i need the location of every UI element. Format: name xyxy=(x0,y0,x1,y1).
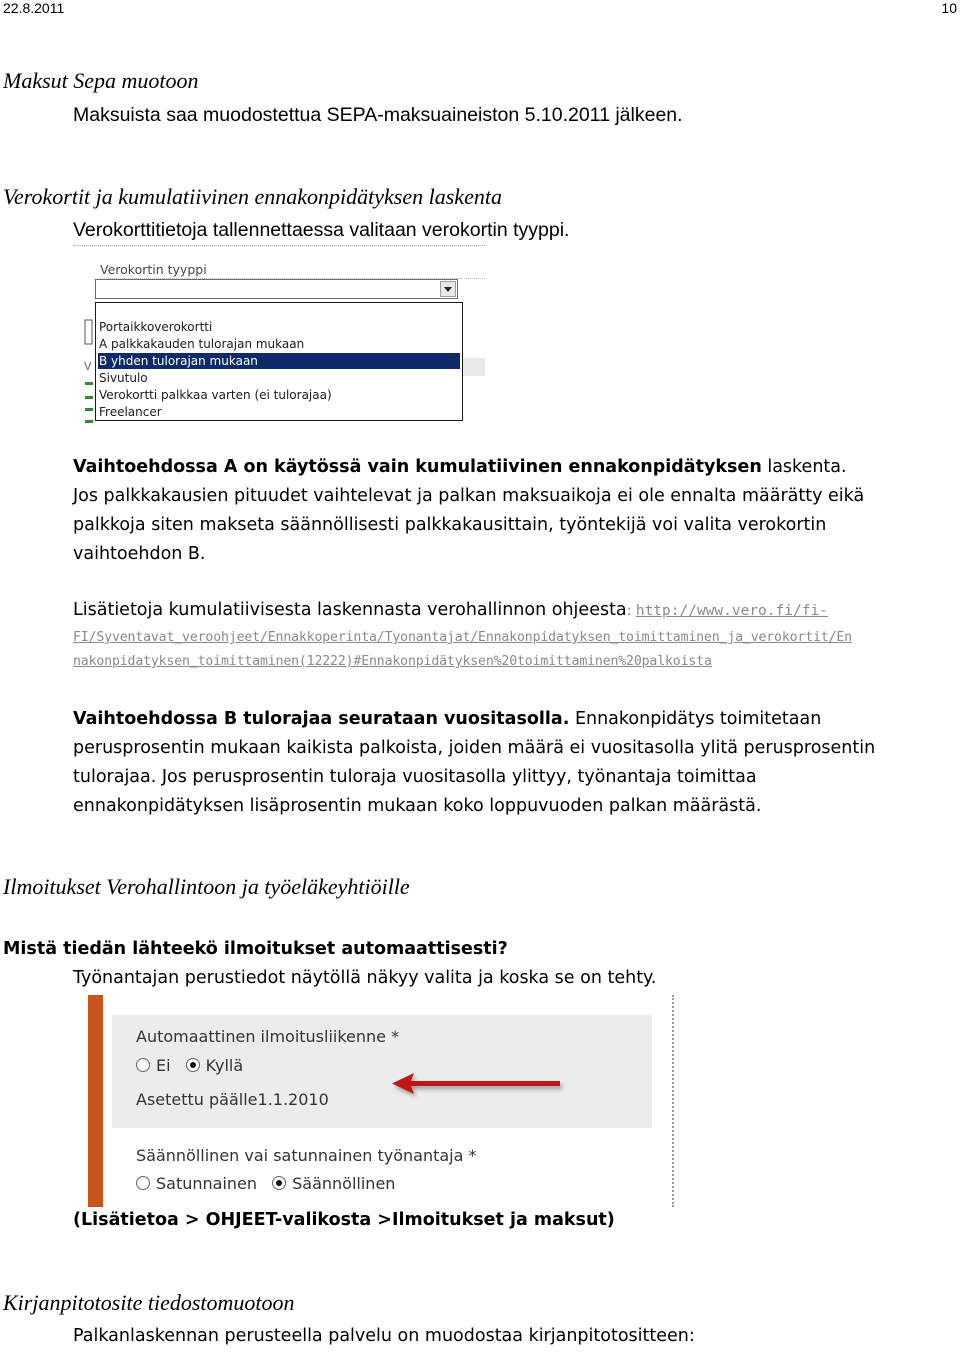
background-fragments xyxy=(84,316,94,426)
vero-link[interactable]: nakonpidatyksen_toimittaminen(12222)#Ennakonpidätyksen%20toimittaminen%20palkoista xyxy=(73,654,712,669)
verokortin-tyyppi-options xyxy=(95,302,463,421)
background-fragment xyxy=(463,358,485,376)
dropdown-screenshot xyxy=(84,258,486,428)
radio-saannollinen[interactable] xyxy=(272,1176,286,1190)
option-freelancer[interactable]: Freelancer xyxy=(99,405,162,419)
chevron-down-icon[interactable] xyxy=(440,281,456,297)
radio-satunnainen[interactable] xyxy=(136,1176,150,1190)
option-b-line: perusprosentin mukaan kaikista palkoista, joiden määrä ei vuositasolla ylitä perusprosentin xyxy=(73,738,876,758)
option-a-bold: Vaihtoehdossa A on käytössä vain kumulatiivinen ennakonpidätyksen xyxy=(73,457,762,477)
heading-kirjanpitotosite: Kirjanpitotosite tiedostomuotoon xyxy=(3,1290,295,1315)
verokortin-tyyppi-select[interactable] xyxy=(95,279,458,299)
radio-ei-label: Ei xyxy=(156,1056,171,1075)
option-a-line: Jos palkkakausien pituudet vaihtelevat ja palkan maksuaikoja ei ole ennalta määrätty eikä xyxy=(73,486,865,506)
option-b-line: tulorajaa. Jos perusprosentin tuloraja vuositasolla ylittyy, työnantaja toimittaa xyxy=(73,767,757,787)
auto-ilmoitus-label: Automaattinen ilmoitusliikenne * xyxy=(136,1027,400,1046)
svg-text:V: V xyxy=(84,360,92,373)
option-b-rest: Ennakonpidätys toimitetaan xyxy=(569,709,822,729)
verokortit-text: Verokorttitietoja tallennettaessa valitaan verokortin tyyppi. xyxy=(73,219,570,241)
header-date: 22.8.2011 xyxy=(3,0,65,16)
option-a-line: vaihtoehdon B. xyxy=(73,544,206,564)
heading-ilmoitukset: Ilmoitukset Verohallintoon ja työeläkeyhtiöille xyxy=(3,874,410,899)
heading-sepa: Maksut Sepa muotoon xyxy=(3,68,199,93)
tyonantaja-options xyxy=(136,1174,395,1193)
option-a-rest: laskenta. xyxy=(761,457,847,477)
auto-ilmoitus-options xyxy=(136,1056,243,1075)
radio-kylla-label: Kyllä xyxy=(205,1056,244,1075)
option-a-paragraph xyxy=(73,453,957,569)
option-sivutulo[interactable]: Sivutulo xyxy=(99,371,148,385)
option-portaikkoverokortti[interactable]: Portaikkoverokortti xyxy=(99,320,213,334)
verokortin-tyyppi-label: Verokortin tyyppi xyxy=(100,262,207,277)
dotted-rule xyxy=(73,245,485,246)
question-heading: Mistä tiedän lähteekö ilmoitukset automaattisesti? xyxy=(3,939,508,959)
accent-bar xyxy=(88,995,103,1207)
option-ei-tulorajaa[interactable]: Verokortti palkkaa varten (ei tulorajaa) xyxy=(99,388,332,402)
heading-verokortit: Verokortit ja kumulatiivinen ennakonpidätyksen laskenta xyxy=(3,184,502,209)
radio-satunnainen-label: Satunnainen xyxy=(156,1174,258,1193)
vero-link[interactable]: FI/Syventavat_veroohjeet/Ennakkoperinta/Tyonantajat/Ennakonpidatyksen_toimittaminen_ja_verokortit/En xyxy=(73,630,852,645)
radio-ei[interactable] xyxy=(136,1058,150,1072)
asetettu-text: Asetettu päälle1.1.2010 xyxy=(136,1090,329,1109)
form-screenshot xyxy=(88,995,678,1207)
kirjanpitotosite-text: Palkanlaskennan perusteella palvelu on muodostaa kirjanpitotositteen: xyxy=(73,1326,695,1346)
radio-kylla[interactable] xyxy=(186,1058,200,1072)
option-a[interactable]: A palkkakauden tulorajan mukaan xyxy=(99,337,305,351)
info-paragraph xyxy=(73,600,957,674)
info-text: Lisätietoja kumulatiivisesta laskennasta verohallinnon ohjeesta xyxy=(73,600,627,620)
option-b-paragraph xyxy=(73,705,957,821)
red-arrow-icon xyxy=(388,1071,568,1099)
info-colon: : xyxy=(626,603,636,619)
page-number: 10 xyxy=(941,0,957,16)
option-a-line: palkkoja siten makseta säännöllisesti palkkakausittain, työntekijä voi valita verokortin xyxy=(73,515,827,535)
dotted-border xyxy=(672,995,674,1207)
vero-link[interactable]: http://www.vero.fi/fi- xyxy=(635,603,828,619)
option-b-selected[interactable]: B yhden tulorajan mukaan xyxy=(98,353,460,369)
ilmoitukset-text: Työnantajan perustiedot näytöllä näkyy valita ja koska se on tehty. xyxy=(73,968,657,988)
option-b-bold: Vaihtoehdossa B tulorajaa seurataan vuositasolla. xyxy=(73,709,570,729)
lisatietoa-note: (Lisätietoa > OHJEET-valikosta >Ilmoitukset ja maksut) xyxy=(73,1210,615,1230)
option-b-line: ennakonpidätyksen lisäprosentin mukaan koko loppuvuoden palkan määrästä. xyxy=(73,796,762,816)
tyonantaja-label: Säännöllinen vai satunnainen työnantaja * xyxy=(136,1146,477,1165)
sepa-text: Maksuista saa muodostettua SEPA-maksuaineiston 5.10.2011 jälkeen. xyxy=(73,104,683,126)
radio-saannollinen-label: Säännöllinen xyxy=(292,1174,396,1193)
